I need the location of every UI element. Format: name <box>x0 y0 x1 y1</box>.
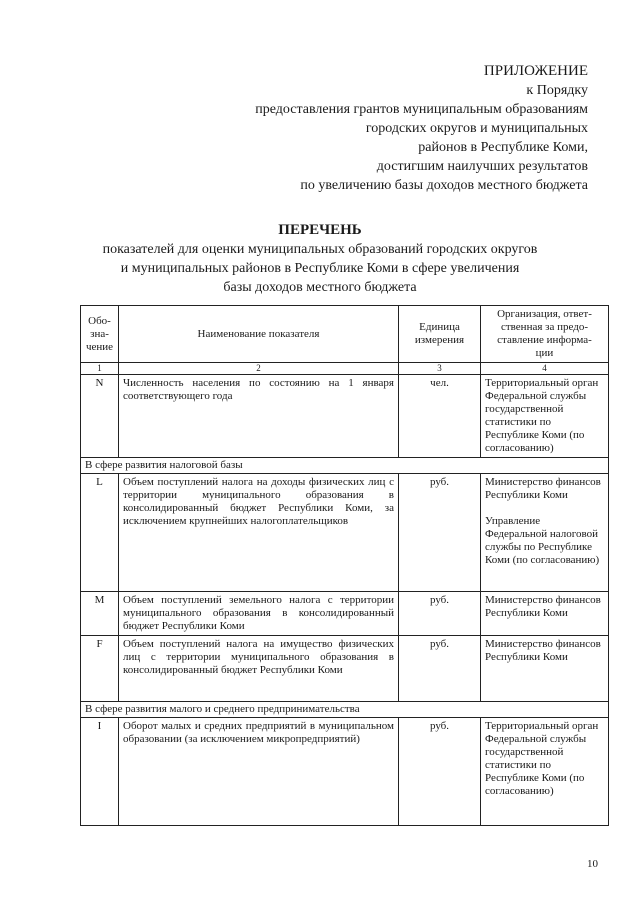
document-subtitle-line: базы доходов местного бюджета <box>223 280 417 295</box>
row-unit: чел. <box>399 375 481 458</box>
indicators-table <box>80 305 609 826</box>
row-name: Объем поступлений налога на доходы физических лиц с территории муниципального образования в консолидированный бюджет Республики Коми, за исключением крупнейших налогоплательщиков <box>119 474 399 592</box>
page-number: 10 <box>587 858 598 870</box>
document-title: ПЕРЕЧЕНЬ <box>278 222 362 238</box>
section-title: В сфере развития налоговой базы <box>81 458 609 474</box>
header-code: Обо- зна- чение <box>81 306 119 363</box>
appendix-line: городских округов и муниципальных <box>365 121 588 136</box>
appendix-line: достигшим наилучших результатов <box>376 159 588 174</box>
row-org: Министерство финансов Республики Коми <box>481 636 609 702</box>
document-subtitle-line: показателей для оценки муниципальных образований городских округов <box>102 242 538 257</box>
table-row <box>81 636 609 702</box>
row-org: Территориальный орган Федеральной службы государственной статистики по Республике Коми (по согласованию) <box>481 718 609 826</box>
section-row <box>81 458 609 474</box>
row-org: Территориальный орган Федеральной службы государственной статистики по Республике Коми (по согласованию) <box>481 375 609 458</box>
row-name: Объем поступлений земельного налога с территории муниципального образования в консолидированный бюджет Республики Коми <box>119 592 399 636</box>
document-subtitle-line: и муниципальных районов в Республике Коми в сфере увеличения <box>120 261 520 276</box>
appendix-line: по увеличению базы доходов местного бюджета <box>300 178 588 193</box>
row-org <box>481 474 609 592</box>
row-org: Министерство финансов Республики Коми <box>481 592 609 636</box>
section-row <box>81 702 609 718</box>
column-number: 4 <box>481 363 609 375</box>
row-code: M <box>81 592 119 636</box>
column-number: 1 <box>81 363 119 375</box>
row-code: F <box>81 636 119 702</box>
row-unit: руб. <box>399 718 481 826</box>
row-code: N <box>81 375 119 458</box>
column-number-row <box>81 363 609 375</box>
row-org-line: Министерство финансов Республики Коми <box>485 476 601 501</box>
table-row <box>81 592 609 636</box>
column-number: 2 <box>119 363 399 375</box>
header-unit: Единица измерения <box>399 306 481 363</box>
appendix-line: предоставления грантов муниципальным образованиям <box>255 102 588 117</box>
section-title: В сфере развития малого и среднего предпринимательства <box>81 702 609 718</box>
row-name: Численность населения по состоянию на 1 января соответствующего года <box>119 375 399 458</box>
document-title-block <box>0 220 640 297</box>
row-unit: руб. <box>399 474 481 592</box>
row-org-line: Управление Федеральной налоговой службы по Республике Коми (по согласованию) <box>485 515 600 566</box>
table-row <box>81 718 609 826</box>
column-number: 3 <box>399 363 481 375</box>
row-code: I <box>81 718 119 826</box>
row-name: Объем поступлений налога на имущество физических лиц с территории муниципального образования в консолидированный бюджет Республики Коми <box>119 636 399 702</box>
appendix-heading <box>255 62 588 195</box>
appendix-line: ПРИЛОЖЕНИЕ <box>483 63 588 79</box>
appendix-line: к Порядку <box>526 83 588 98</box>
header-org: Организация, ответ- ственная за предо- ставление информа- ции <box>481 306 609 363</box>
header-name: Наименование показателя <box>119 306 399 363</box>
row-unit: руб. <box>399 636 481 702</box>
table-row <box>81 375 609 458</box>
row-code: L <box>81 474 119 592</box>
table-row <box>81 474 609 592</box>
row-unit: руб. <box>399 592 481 636</box>
row-name: Оборот малых и средних предприятий в муниципальном образовании (за исключением микропредприятий) <box>119 718 399 826</box>
table-header-row <box>81 306 609 363</box>
appendix-line: районов в Республике Коми, <box>418 140 588 155</box>
